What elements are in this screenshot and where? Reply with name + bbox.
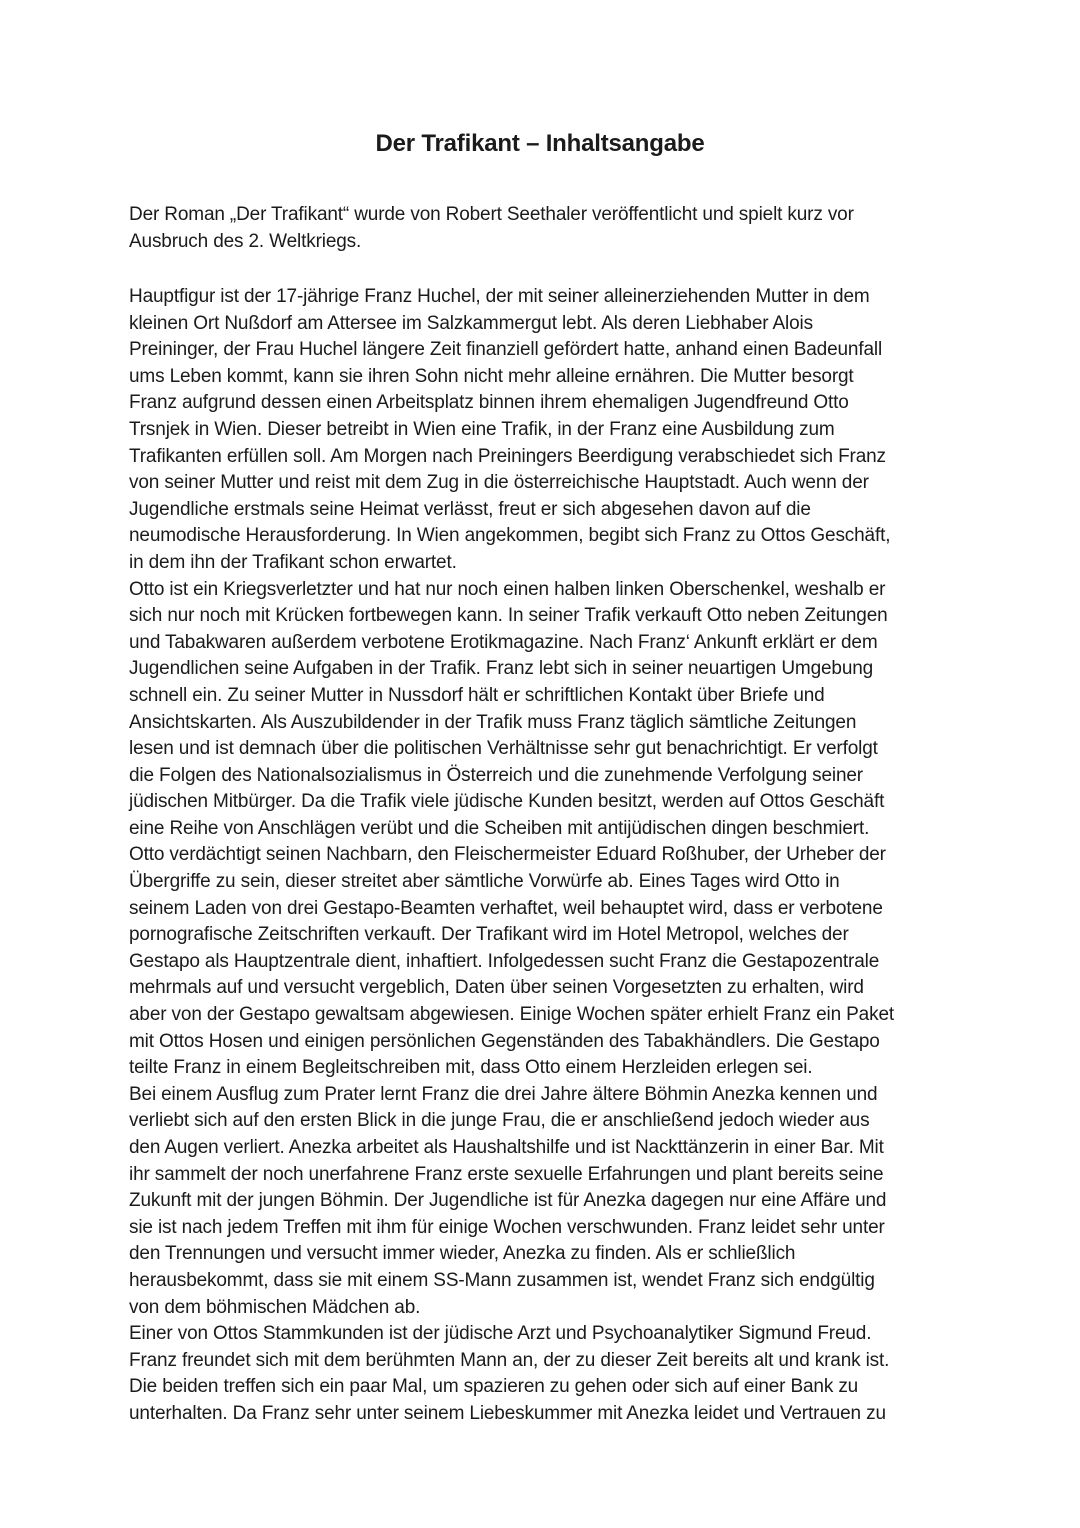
text-line: in dem ihn der Trafikant schon erwartet. (129, 551, 457, 573)
intro-paragraph (129, 201, 854, 255)
text-line: von seiner Mutter und reist mit dem Zug in die österreichische Hauptstadt. Auch wenn der (129, 472, 869, 494)
text-line: Preininger, der Frau Huchel längere Zeit finanziell gefördert hatte, anhand einen Badeunfall (129, 339, 883, 361)
text-line: aber von der Gestapo gewaltsam abgewiesen. Einige Wochen später erhielt Franz ein Paket (129, 1004, 894, 1026)
text-line: jüdischen Mitbürger. Da die Trafik viele jüdische Kunden besitzt, werden auf Ottos Geschäft (129, 791, 885, 813)
text-line: den Trennungen und versucht immer wieder, Anezka zu finden. Als er schließlich (129, 1243, 796, 1265)
text-line: Einer von Ottos Stammkunden ist der jüdische Arzt und Psychoanalytiker Sigmund Freud. (129, 1323, 872, 1345)
text-line: herausbekommt, dass sie mit einem SS-Mann zusammen ist, wendet Franz sich endgültig (129, 1269, 875, 1291)
text-line: lesen und ist demnach über die politischen Verhältnisse sehr gut benachrichtigt. Er verfolgt (129, 738, 878, 760)
text-line: Zukunft mit der jungen Böhmin. Der Jugendliche ist für Anezka dagegen nur eine Affäre und (129, 1190, 887, 1212)
text-line: sie ist nach jedem Treffen mit ihm für einige Wochen verschwunden. Franz leidet sehr unter (129, 1216, 885, 1238)
text-line: Die beiden treffen sich ein paar Mal, um spazieren zu gehen oder sich auf einer Bank zu (129, 1376, 859, 1398)
text-line: von dem böhmischen Mädchen ab. (129, 1296, 421, 1318)
page-title: Der Trafikant – Inhaltsangabe (375, 130, 705, 157)
text-line: pornografische Zeitschriften verkauft. Der Trafikant wird im Hotel Metropol, welches der (129, 924, 849, 946)
text-line: den Augen verliert. Anezka arbeitet als Haushaltshilfe und ist Nackttänzerin in einer Bar. Mit (129, 1137, 884, 1158)
text-line: Bei einem Ausflug zum Prater lernt Franz die drei Jahre ältere Böhmin Anezka kennen und (129, 1083, 878, 1105)
text-line: ihr sammelt der noch unerfahrene Franz erste sexuelle Erfahrungen und plant bereits seine (129, 1163, 884, 1185)
text-line: seinem Laden von drei Gestapo-Beamten verhaftet, weil behauptet wird, dass er verbotene (129, 897, 883, 919)
text-line: Otto verdächtigt seinen Nachbarn, den Fleischermeister Eduard Roßhuber, der Urheber der (129, 844, 886, 866)
text-line: teilte Franz in einem Begleitschreiben mit, dass Otto einem Herzleiden erlegen sei. (129, 1057, 813, 1079)
text-line: Gestapo als Hauptzentrale dient, inhaftiert. Infolgedessen sucht Franz die Gestapozentrale (129, 950, 880, 972)
text-line: Jugendliche erstmals seine Heimat verlässt, freut er sich abgesehen davon auf die (129, 498, 811, 520)
text-line: Ansichtskarten. Als Auszubildender in der Trafik muss Franz täglich sämtliche Zeitungen (129, 711, 857, 733)
text-line: unterhalten. Da Franz sehr unter seinem Liebeskummer mit Anezka leidet und Vertrauen zu (129, 1402, 886, 1424)
text-line: und Tabakwaren außerdem verbotene Erotikmagazine. Nach Franz‘ Ankunft erklärt er dem (129, 631, 878, 653)
text-line: Otto ist ein Kriegsverletzter und hat nur noch einen halben linken Oberschenkel, weshalb er (129, 578, 886, 600)
text-line: neumodische Herausforderung. In Wien angekommen, begibt sich Franz zu Ottos Geschäft, (129, 525, 891, 547)
text-line: sich nur noch mit Krücken fortbewegen kann. In seiner Trafik verkauft Otto neben Zeitungen (129, 605, 888, 627)
text-line: Der Roman „Der Trafikant“ wurde von Robert Seethaler veröffentlicht und spielt kurz vor (129, 204, 854, 225)
text-line: Trafikanten erfüllen soll. Am Morgen nach Preiningers Beerdigung verabschiedet sich Franz (129, 445, 886, 467)
text-line: mehrmals auf und versucht vergeblich, Daten über seinen Vorgesetzten zu erhalten, wird (129, 977, 864, 999)
text-line: schnell ein. Zu seiner Mutter in Nussdorf hält er schriftlichen Kontakt über Briefe und (129, 684, 825, 706)
text-line: ums Leben kommt, kann sie ihren Sohn nicht mehr alleine ernähren. Die Mutter besorgt (129, 365, 854, 387)
text-line: kleinen Ort Nußdorf am Attersee im Salzkammergut lebt. Als deren Liebhaber Alois (129, 312, 813, 334)
text-line: die Folgen des Nationalsozialismus in Österreich und die zunehmende Verfolgung seiner (129, 764, 863, 786)
text-line: Ausbruch des 2. Weltkriegs. (129, 231, 362, 252)
text-line: verliebt sich auf den ersten Blick in die junge Frau, die er anschließend jedoch wieder aus (129, 1110, 870, 1132)
summary-body-text (129, 284, 894, 1428)
text-line: Hauptfigur ist der 17-jährige Franz Huchel, der mit seiner alleinerziehenden Mutter in dem (129, 286, 870, 307)
text-line: Franz freundet sich mit dem berühmten Mann an, der zu dieser Zeit bereits alt und krank ist. (129, 1349, 890, 1371)
text-line: eine Reihe von Anschlägen verübt und die Scheiben mit antijüdischen dingen beschmiert. (129, 817, 870, 839)
text-line: Franz aufgrund dessen einen Arbeitsplatz binnen ihrem ehemaligen Jugendfreund Otto (129, 392, 849, 414)
text-line: Jugendlichen seine Aufgaben in der Trafik. Franz lebt sich in seiner neuartigen Umgebung (129, 658, 874, 680)
text-line: Trsnjek in Wien. Dieser betreibt in Wien eine Trafik, in der Franz eine Ausbildung zum (129, 418, 835, 440)
text-line: Übergriffe zu sein, dieser streitet aber sämtliche Vorwürfe ab. Eines Tages wird Otto in (129, 871, 840, 893)
text-line: mit Ottos Hosen und einigen persönlichen Gegenständen des Tabakhändlers. Die Gestapo (129, 1030, 880, 1052)
